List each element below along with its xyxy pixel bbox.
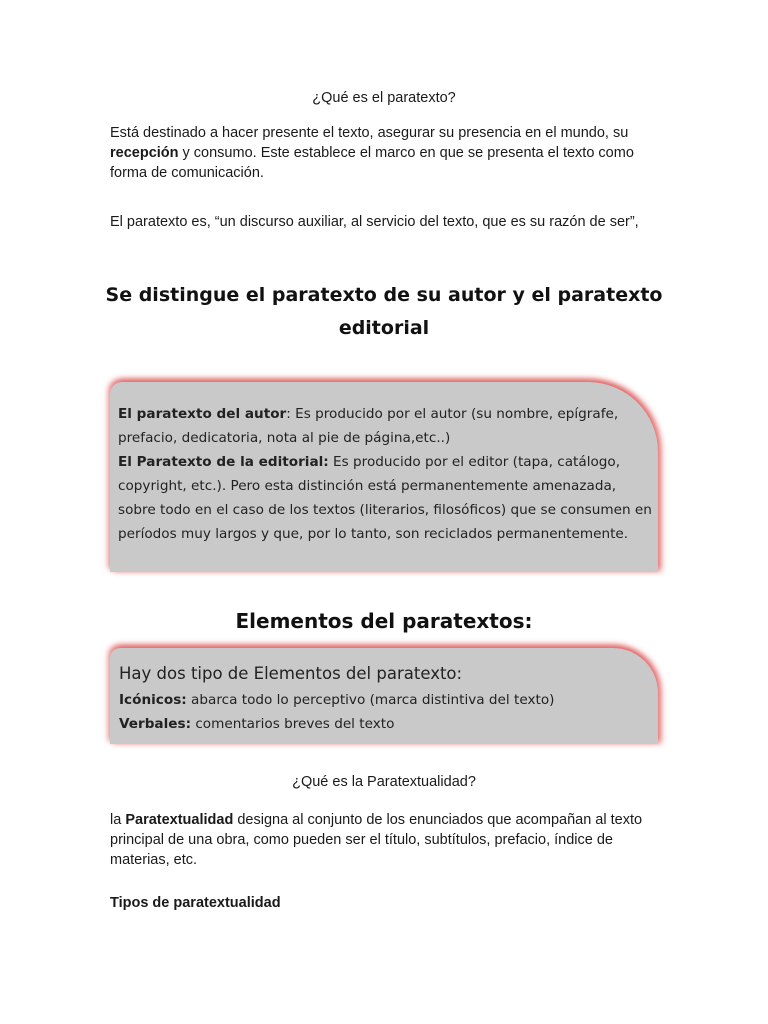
editorial-paratext-label: El Paratexto de la editorial: xyxy=(118,454,329,470)
author-paratext-text: : Es producido por el autor (su nombre, epígrafe, prefacio, dedicatoria, nota al pie de página,etc..) xyxy=(118,406,619,446)
paragraph-definition: El paratexto es, “un discurso auxiliar, al servicio del texto, que es su razón de ser”, xyxy=(110,214,639,230)
question-heading-1: ¿Qué es el paratexto? xyxy=(312,90,456,106)
subheading-types: Tipos de paratextualidad xyxy=(110,895,281,911)
section-heading-distinction xyxy=(0,283,768,340)
elements-box xyxy=(110,648,658,744)
iconic-elements-line xyxy=(119,688,654,712)
section-heading-line-2: editorial xyxy=(338,317,430,339)
paratextuality-part-c: designa al conjunto de los enunciados que acompañan al texto principal de una obra, como pueden ser el título, subtítulos, prefacio, índice de materias, etc. xyxy=(110,812,643,868)
editorial-paratext-text: Es producido por el editor (tapa, catálogo, copyright, etc.). Pero esta distinción está permanentemente amenazada, sobre todo en el caso de los textos (literarios, filosóficos) que se consumen en períodos muy largos y que, por lo tanto, son reciclados permanentemente. xyxy=(118,454,652,542)
section-heading-elements: Elementos del paratextos: xyxy=(235,609,533,633)
iconic-label: Icónicos: xyxy=(119,692,187,708)
verbal-text: comentarios breves del texto xyxy=(191,716,395,732)
verbal-label: Verbales: xyxy=(119,716,192,732)
paratextuality-bold: Paratextualidad xyxy=(125,812,234,828)
paragraph-intro-bold: recepción xyxy=(110,145,179,161)
paragraph-intro xyxy=(110,123,650,183)
author-editorial-box xyxy=(110,382,658,572)
iconic-text: abarca todo lo perceptivo (marca distintiva del texto) xyxy=(186,692,555,708)
question-heading-2: ¿Qué es la Paratextualidad? xyxy=(292,774,476,790)
paragraph-intro-part-c: y consumo. Este establece el marco en que se presenta el texto como forma de comunicación. xyxy=(110,145,634,181)
author-paratext-label: El paratexto del autor xyxy=(118,406,287,422)
section-heading-line-1: Se distingue el paratexto de su autor y el paratexto xyxy=(105,284,663,306)
verbal-elements-line xyxy=(119,712,654,736)
paragraph-paratextuality xyxy=(110,810,650,870)
elements-box-title: Hay dos tipo de Elementos del paratexto: xyxy=(119,664,463,683)
paragraph-intro-part-a: Está destinado a hacer presente el texto, asegurar su presencia en el mundo, su xyxy=(110,125,629,141)
paratextuality-part-a: la xyxy=(110,812,126,828)
